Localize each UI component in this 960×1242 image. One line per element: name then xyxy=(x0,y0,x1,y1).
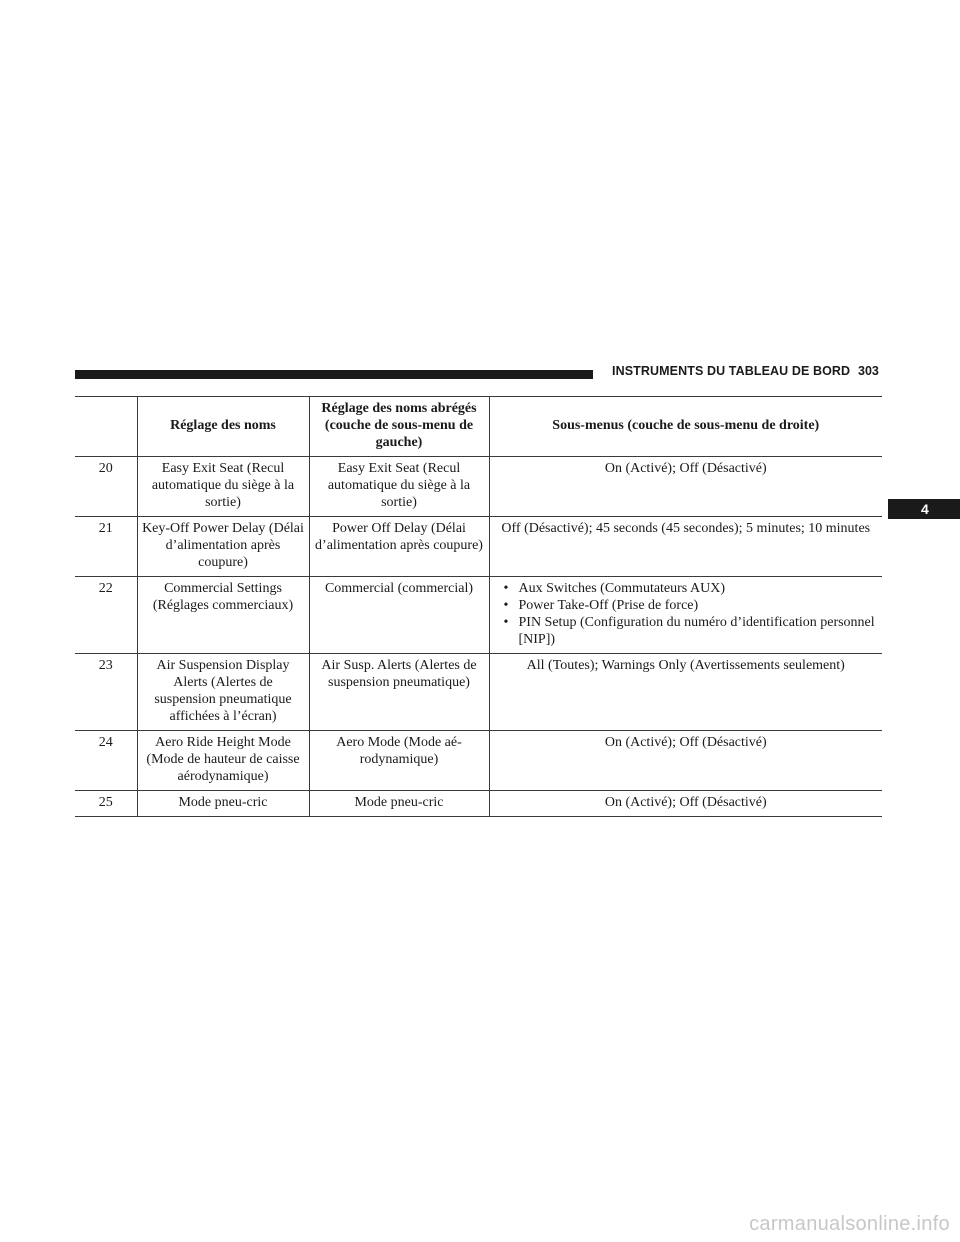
table-row xyxy=(75,517,882,577)
row-number: 21 xyxy=(75,517,137,577)
setting-name: Air Suspension Display Alerts (Alertes de suspension pneumatique affichées à l’écran) xyxy=(137,654,309,731)
setting-name: Mode pneu-cric xyxy=(137,791,309,817)
bullet-icon: • xyxy=(503,598,509,613)
table-row xyxy=(75,791,882,817)
submenu-options: All (Toutes); Warnings Only (Avertissements seulement) xyxy=(489,654,882,731)
setting-name: Easy Exit Seat (Recul automatique du siège à la sortie) xyxy=(137,457,309,517)
table-row xyxy=(75,654,882,731)
submenu-item-text: Power Take-Off (Prise de force) xyxy=(518,598,699,613)
list-item xyxy=(494,597,879,614)
setting-name: Commercial Settings (Réglages commerciaux) xyxy=(137,577,309,654)
submenu-item-text: PIN Setup (Configuration du numéro d’identification personnel [NIP]) xyxy=(518,615,875,647)
row-number: 25 xyxy=(75,791,137,817)
short-name: Aero Mode (Mode aérodynamique) xyxy=(309,731,489,791)
column-header-number xyxy=(75,397,137,457)
short-name: Power Off Delay (Délai d’alimentation après coupure) xyxy=(309,517,489,577)
table-row xyxy=(75,577,882,654)
submenu-options xyxy=(489,577,882,654)
table-row xyxy=(75,731,882,791)
list-item xyxy=(494,614,879,648)
bullet-icon: • xyxy=(503,581,509,596)
row-number: 20 xyxy=(75,457,137,517)
short-name: Mode pneu-cric xyxy=(309,791,489,817)
watermark-text: carmanualsonline.info xyxy=(749,1213,950,1235)
header-rule xyxy=(75,370,593,379)
chapter-tab: 4 xyxy=(888,499,960,519)
column-header-short-name: Réglage des noms abrégés (couche de sous-menu de gauche) xyxy=(309,397,489,457)
page-number: 303 xyxy=(858,364,879,378)
row-number: 23 xyxy=(75,654,137,731)
settings-table xyxy=(75,396,882,817)
submenu-list xyxy=(494,580,879,648)
list-item xyxy=(494,580,879,597)
submenu-options: Off (Désactivé); 45 seconds (45 secondes); 5 minutes; 10 minutes xyxy=(489,517,882,577)
submenu-options: On (Activé); Off (Désactivé) xyxy=(489,791,882,817)
bullet-icon: • xyxy=(503,615,509,630)
column-header-setting-name: Réglage des noms xyxy=(137,397,309,457)
row-number: 24 xyxy=(75,731,137,791)
running-header-title: INSTRUMENTS DU TABLEAU DE BORD xyxy=(612,364,851,378)
submenu-options: On (Activé); Off (Désactivé) xyxy=(489,731,882,791)
table-header-row xyxy=(75,397,882,457)
short-name: Easy Exit Seat (Recul automatique du siège à la sortie) xyxy=(309,457,489,517)
short-name: Commercial (commercial) xyxy=(309,577,489,654)
short-name: Air Susp. Alerts (Alertes de suspension pneumatique) xyxy=(309,654,489,731)
setting-name: Aero Ride Height Mode (Mode de hauteur de caisse aérodynamique) xyxy=(137,731,309,791)
row-number: 22 xyxy=(75,577,137,654)
setting-name: Key-Off Power Delay (Délai d’alimentation après coupure) xyxy=(137,517,309,577)
column-header-submenus: Sous-menus (couche de sous-menu de droite) xyxy=(489,397,882,457)
table-row xyxy=(75,457,882,517)
submenu-item-text: Aux Switches (Commutateurs AUX) xyxy=(518,581,725,596)
submenu-options: On (Activé); Off (Désactivé) xyxy=(489,457,882,517)
